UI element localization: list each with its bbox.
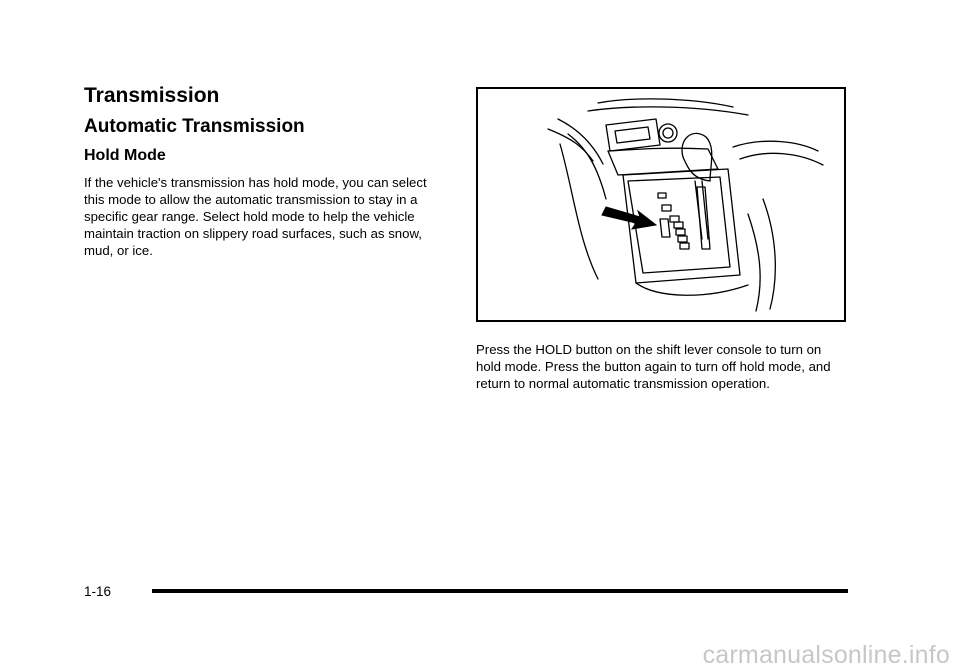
footer-rule [152, 589, 848, 593]
intro-paragraph: If the vehicle's transmission has hold mode, you can select this mode to allow the automatic transmission to stay in a specific gear range. Select hold mode to help the vehicle maintain traction on slippery road surfaces, such as snow, mud, or ice. [84, 175, 427, 258]
shift-console-figure [476, 87, 846, 322]
instruction-paragraph: Press the HOLD button on the shift lever console to turn on hold mode. Press the button again to turn off hold mode, and return to normal automatic transmission operation. [476, 342, 831, 391]
shift-console-illustration [478, 89, 844, 320]
section-title: Transmission [84, 84, 220, 107]
subsection-title: Automatic Transmission [84, 116, 305, 137]
sub-subsection-title: Hold Mode [84, 147, 166, 164]
watermark: carmanualsonline.info [702, 641, 950, 669]
page-number: 1-16 [84, 584, 112, 599]
